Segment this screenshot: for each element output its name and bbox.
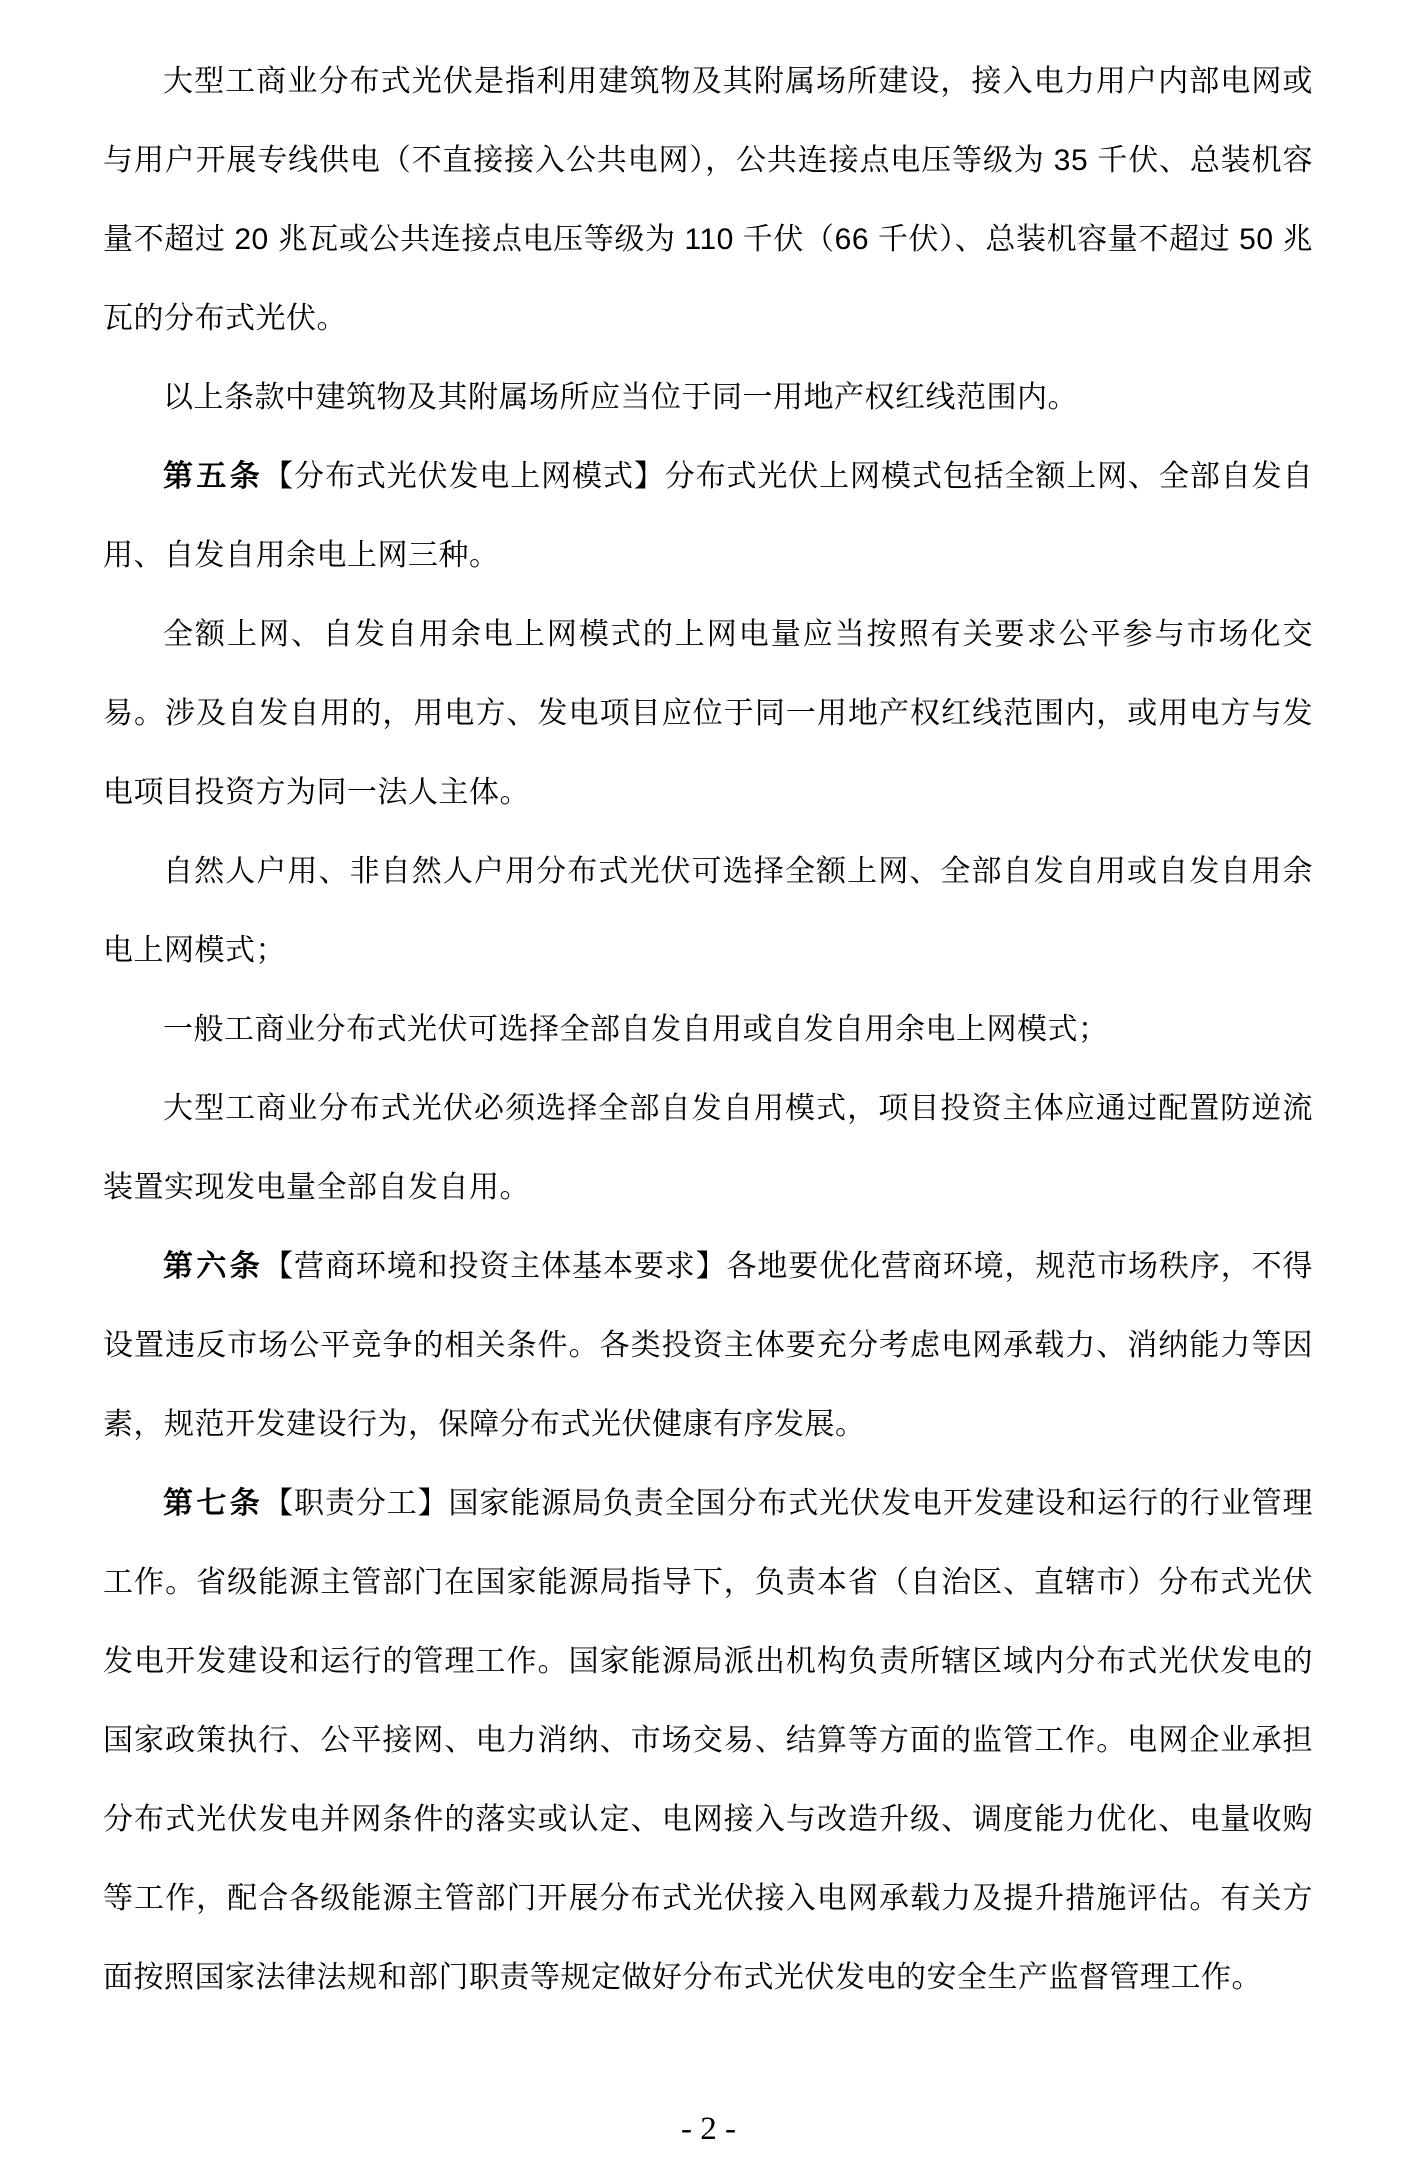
paragraph bbox=[103, 1464, 1313, 2017]
article-number: 第五条 bbox=[163, 460, 264, 493]
paragraph bbox=[103, 42, 1313, 358]
article-number: 第七条 bbox=[163, 1487, 264, 1520]
paragraph-text: 大型工商业分布式光伏必须选择全部自发自用模式，项目投资主体应通过配置防逆流装置实现发电量全部自发自用。 bbox=[103, 1092, 1313, 1204]
paragraph-text: 自然人户用、非自然人户用分布式光伏可选择全额上网、全部自发自用或自发自用余电上网模式； bbox=[103, 855, 1313, 967]
page-number: - 2 - bbox=[681, 2111, 736, 2147]
paragraph-text: 【职责分工】国家能源局负责全国分布式光伏发电开发建设和运行的行业管理工作。省级能源主管部门在国家能源局指导下，负责本省（自治区、直辖市）分布式光伏发电开发建设和运行的管理工作。国家能源局派出机构负责所辖区域内分布式光伏发电的国家政策执行、公平接网、电力消纳、市场交易、结算等方面的监管工作。电网企业承担分布式光伏发电并网条件的落实或认定、电网接入与改造升级、调度能力优化、电量收购等工作，配合各级能源主管部门开展分布式光伏接入电网承载力及提升措施评估。有关方面按照国家法律法规和部门职责等规定做好分布式光伏发电的安全生产监督管理工作。 bbox=[103, 1487, 1314, 1994]
paragraph bbox=[103, 437, 1313, 595]
paragraph bbox=[103, 1069, 1313, 1227]
paragraph bbox=[103, 358, 1313, 437]
paragraph-text: 大型工商业分布式光伏是指利用建筑物及其附属场所建设，接入电力用户内部电网或与用户开展专线供电（不直接接入公共电网），公共连接点电压等级为 35 千伏、总装机容量不超过 20 兆瓦或公共连接点电压等级为 110 千伏（66 千伏）、总装机容量不超过 50 兆瓦的分布式光伏。 bbox=[103, 65, 1313, 335]
paragraph-text: 【分布式光伏发电上网模式】分布式光伏上网模式包括全额上网、全部自发自用、自发自用余电上网三种。 bbox=[103, 460, 1314, 572]
paragraph bbox=[103, 990, 1313, 1069]
paragraph-text: 以上条款中建筑物及其附属场所应当位于同一用地产权红线范围内。 bbox=[163, 381, 1078, 414]
paragraph bbox=[103, 595, 1313, 832]
paragraph bbox=[103, 1227, 1313, 1464]
document-body bbox=[103, 42, 1313, 2017]
article-number: 第六条 bbox=[163, 1250, 264, 1283]
paragraph-text: 【营商环境和投资主体基本要求】各地要优化营商环境，规范市场秩序，不得设置违反市场公平竞争的相关条件。各类投资主体要充分考虑电网承载力、消纳能力等因素，规范开发建设行为，保障分布式光伏健康有序发展。 bbox=[103, 1250, 1314, 1441]
paragraph bbox=[103, 832, 1313, 990]
paragraph-text: 全额上网、自发自用余电上网模式的上网电量应当按照有关要求公平参与市场化交易。涉及自发自用的，用电方、发电项目应位于同一用地产权红线范围内，或用电方与发电项目投资方为同一法人主体。 bbox=[103, 618, 1313, 809]
paragraph-text: 一般工商业分布式光伏可选择全部自发自用或自发自用余电上网模式； bbox=[163, 1013, 1109, 1046]
